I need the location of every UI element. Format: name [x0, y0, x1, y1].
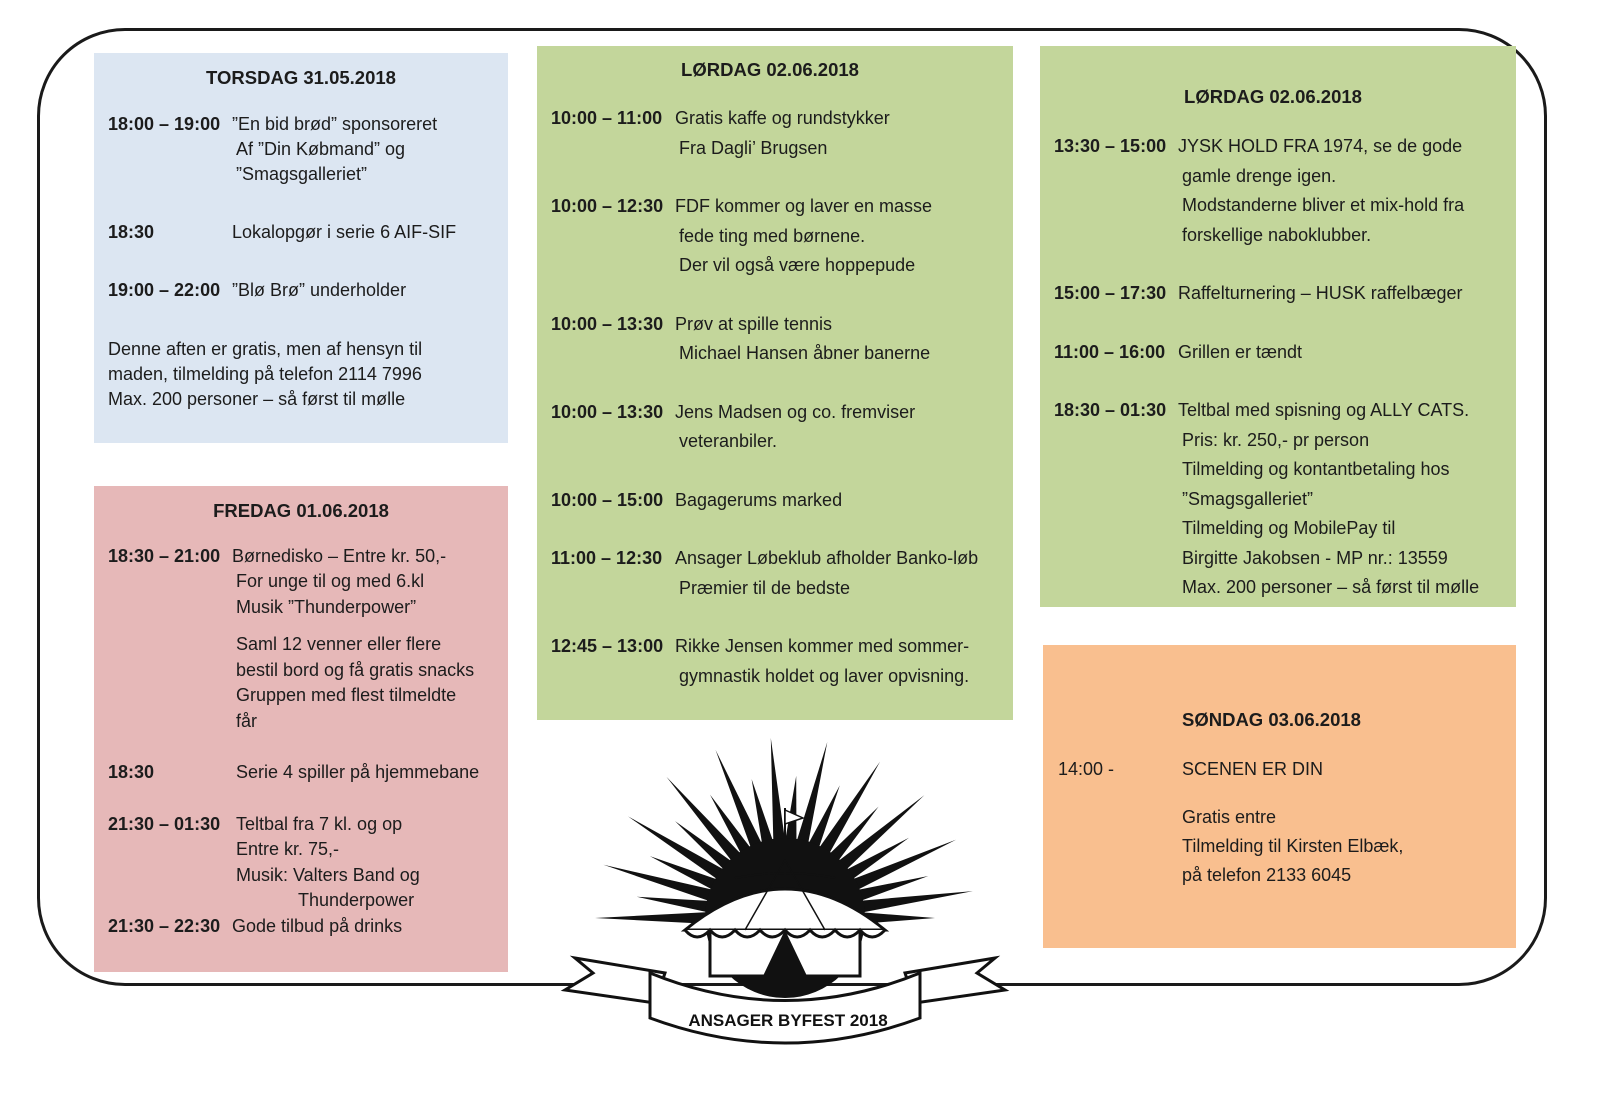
schedule-event: 14:00 - SCENEN ER DIN	[1058, 759, 1324, 779]
thursday-panel	[94, 53, 508, 443]
sunday-panel	[1043, 645, 1516, 948]
friday-panel	[94, 486, 508, 972]
schedule-event: 18:30 Serie 4 spiller på hjemmebane	[108, 762, 480, 782]
schedule-event: 18:30 Lokalopgør i serie 6 AIF-SIF	[108, 222, 457, 242]
schedule-event: 15:00 – 17:30 Raffelturnering – HUSK raffelbæger	[1054, 283, 1463, 303]
schedule-event: 10:00 – 11:00 Gratis kaffe og rundstykker Fra Dagli’ Brugsen	[551, 108, 890, 158]
saturday-morning-panel	[537, 46, 1013, 720]
schedule-event: 10:00 – 13:30 Prøv at spille tennis Michael Hansen åbner banerne	[551, 313, 931, 363]
schedule-event: 18:00 – 19:00 ”En bid brød” sponsoreret Af ”Din Købmand” og ”Smagsgalleriet”	[108, 114, 438, 184]
schedule-event: 10:00 – 15:00 Bagagerums marked	[551, 489, 843, 510]
friday-title: FREDAG 01.06.2018	[213, 500, 389, 521]
schedule-event: 21:30 – 01:30 Teltbal fra 7 kl. og op Entre kr. 75,- Musik: Valters Band og Thunderpower	[108, 813, 420, 910]
schedule-event: Saml 12 venner eller flere bestil bord og få gratis snacks Gruppen med flest tilmeldte får	[236, 634, 475, 731]
logo-text: ANSAGER BYFEST 2018	[688, 1011, 888, 1030]
schedule-event: 10:00 – 12:30 FDF kommer og laver en masse fede ting med børnene. Der vil også være hoppepude	[551, 196, 933, 275]
saturday-morning-title: LØRDAG 02.06.2018	[681, 59, 859, 80]
sunday-title: SØNDAG 03.06.2018	[1182, 709, 1361, 730]
saturday-afternoon-title: LØRDAG 02.06.2018	[1184, 86, 1362, 107]
schedule-event: 19:00 – 22:00 ”Blø Brø” underholder	[108, 280, 407, 300]
byfest-logo	[535, 718, 1035, 1070]
saturday-afternoon-panel	[1040, 46, 1516, 607]
schedule-event: 11:00 – 16:00 Grillen er tændt	[1054, 341, 1303, 362]
schedule-event: 18:30 – 21:00 Børnedisko – Entre kr. 50,- For unge til og med 6.kl Musik ”Thunderpower”	[108, 545, 447, 617]
schedule-event: 21:30 – 22:30 Gode tilbud på drinks	[108, 915, 403, 936]
schedule-event: 18:30 – 01:30 Teltbal med spisning og ALLY CATS. Pris: kr. 250,- pr person Tilmelding og kontantbetaling hos ”Smagsgalleriet” Tilmelding og MobilePay til Birgitte Jakobsen - MP nr.: 13559 Max. 200 personer – så først til mølle	[1054, 400, 1480, 597]
sun-ray	[771, 738, 786, 849]
schedule-event: 10:00 – 13:30 Jens Madsen og co. fremviser veteranbiler.	[551, 401, 916, 451]
schedule-event: 12:45 – 13:00 Rikke Jensen kommer med sommer- gymnastik holdet og laver opvisning.	[551, 636, 970, 686]
thursday-title: TORSDAG 31.05.2018	[206, 67, 396, 88]
schedule-event: 11:00 – 12:30 Ansager Løbeklub afholder Banko-løb Præmier til de bedste	[551, 548, 979, 598]
sunday-details: Gratis entre Tilmelding til Kirsten Elbæk, på telefon 2133 6045	[1182, 807, 1404, 885]
thursday-note: Denne aften er gratis, men af hensyn til maden, tilmelding på telefon 2114 7996 Max. 200 personer – så først til mølle	[108, 339, 423, 409]
schedule-event: 13:30 – 15:00 JYSK HOLD FRA 1974, se de gode gamle drenge igen. Modstanderne bliver et mix-hold fra forskellige naboklubber.	[1054, 136, 1465, 245]
sun-ray	[832, 795, 924, 875]
